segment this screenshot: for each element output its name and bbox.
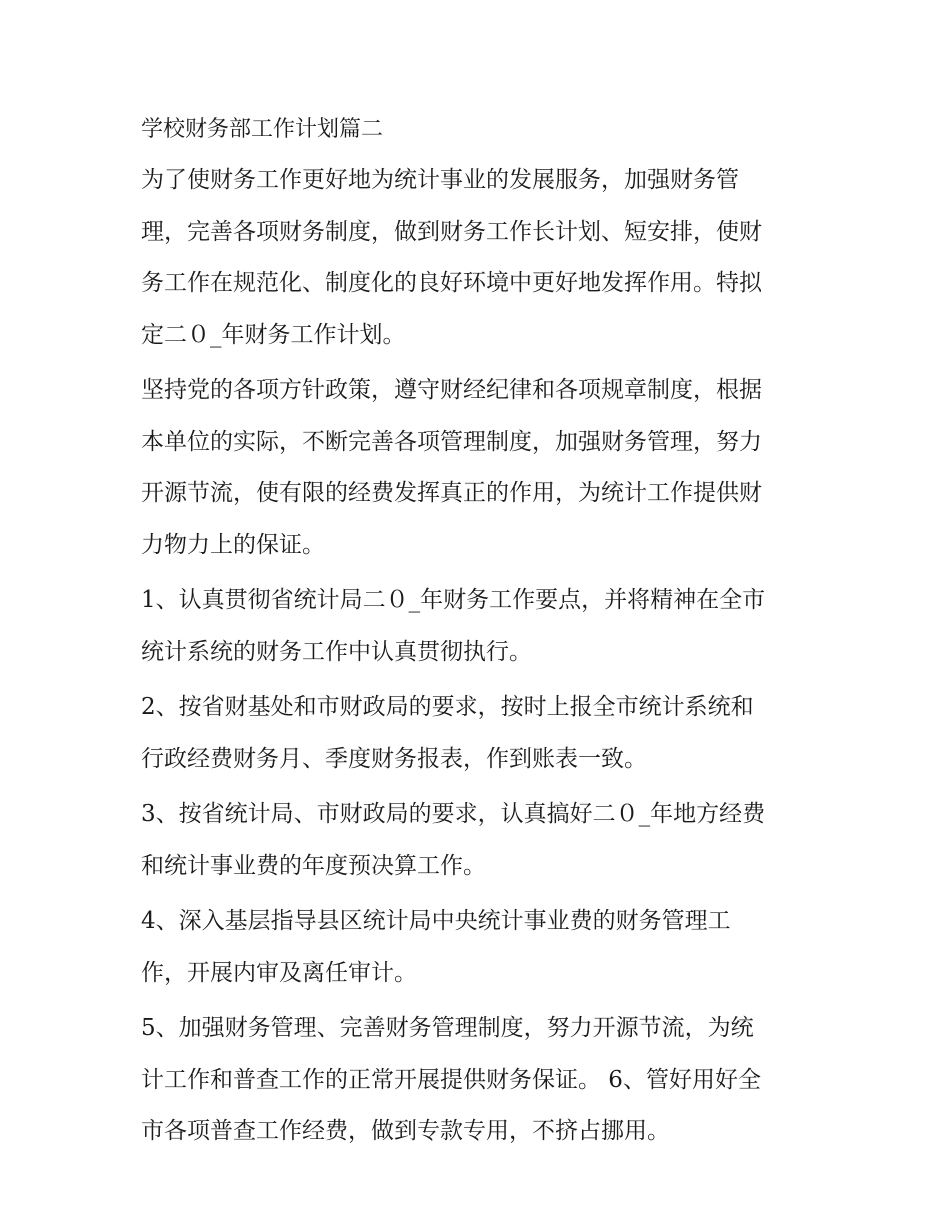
text-line: 务工作在规范化、制度化的良好环境中更好地发挥作用。特拟 bbox=[141, 270, 762, 296]
text-line: 5、加强财务管理、完善财务管理制度，努力开源节流，为统 bbox=[141, 1015, 754, 1041]
text-line: 坚持党的各项方针政策，遵守财经纪律和各项规章制度，根据 bbox=[141, 377, 762, 403]
text-line: 理，完善各项财务制度，做到财务工作长计划、短安排，使财 bbox=[141, 218, 762, 245]
text-line: 行政经费财务月、季度财务报表，作到账表一致。 bbox=[141, 745, 647, 772]
paragraph-item-2 bbox=[141, 682, 821, 785]
document-title: 学校财务部工作计划篇二 bbox=[141, 117, 384, 142]
text-line: 和统计事业费的年度预决算工作。 bbox=[141, 852, 486, 879]
paragraph-item-1 bbox=[141, 575, 821, 678]
text-line: 定二０_年财务工作计划。 bbox=[141, 321, 406, 348]
text-line: 4、深入基层指导县区统计局中央统计事业费的财务管理工 bbox=[141, 908, 731, 934]
text-line: 力物力上的保证。 bbox=[141, 531, 325, 558]
paragraph-item-3 bbox=[141, 789, 821, 892]
text-line: 统计系统的财务工作中认真贯彻执行。 bbox=[141, 638, 532, 665]
document-body bbox=[141, 109, 821, 1162]
paragraph-item-4 bbox=[141, 896, 821, 999]
text-line: 2、按省财基处和市财政局的要求，按时上报全市统计系统和 bbox=[141, 694, 754, 720]
text-line: 3、按省统计局、市财政局的要求，认真搞好二０_年地方经费 bbox=[141, 801, 766, 827]
text-line: 计工作和普查工作的正常开展提供财务保证。 6、管好用好全 bbox=[141, 1066, 761, 1093]
paragraph-principle bbox=[141, 365, 821, 571]
text-line: 开源节流，使有限的经费发挥真正的作用，为统计工作提供财 bbox=[141, 480, 762, 506]
text-line: 作，开展内审及离任审计。 bbox=[141, 959, 417, 986]
paragraph-intro bbox=[141, 155, 821, 361]
text-line: 为了使财务工作更好地为统计事业的发展服务，加强财务管 bbox=[141, 167, 739, 193]
paragraph-item-5 bbox=[141, 1003, 821, 1158]
text-line: 市各项普查工作经费，做到专款专用，不挤占挪用。 bbox=[141, 1118, 670, 1144]
text-line: 1、认真贯彻省统计局二０_年财务工作要点，并将精神在全市 bbox=[141, 587, 766, 613]
text-line: 本单位的实际，不断完善各项管理制度，加强财务管理，努力 bbox=[141, 428, 762, 455]
